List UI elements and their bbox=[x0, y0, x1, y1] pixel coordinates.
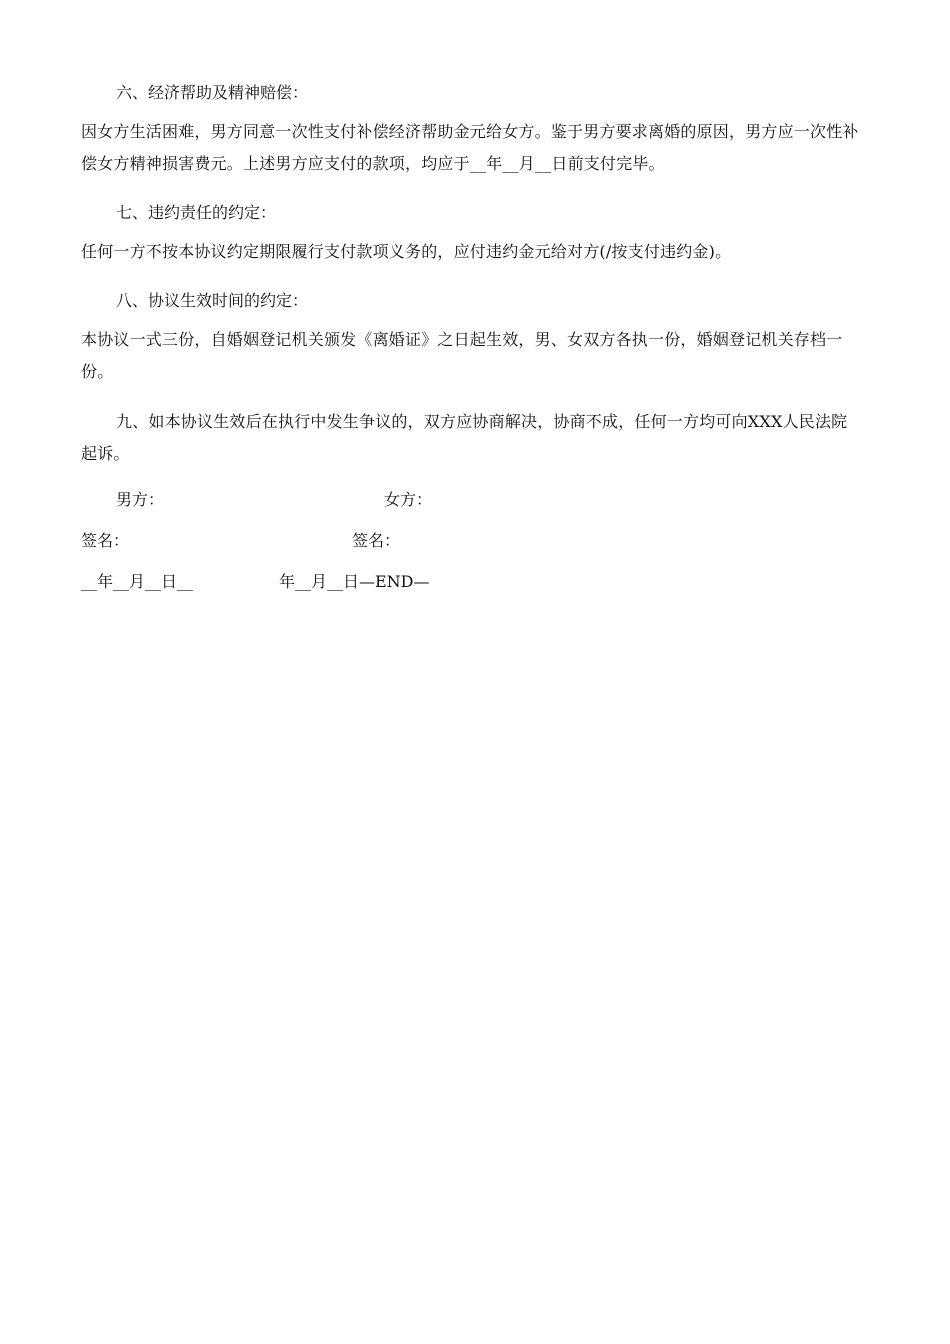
section-heading: 八、协议生效时间的约定： bbox=[116, 291, 309, 310]
section-economic-assistance bbox=[81, 78, 861, 180]
signature-block bbox=[81, 488, 861, 613]
section-paragraph: 本协议一式三份，自婚姻登记机关颁发《离婚证》之日起生效，男、女双方各执一份，婚姻登记机关存档一份。 bbox=[81, 330, 843, 381]
section-breach-liability bbox=[81, 198, 861, 268]
section-heading: 七、违约责任的约定： bbox=[116, 203, 277, 222]
section-effective-time bbox=[81, 286, 861, 388]
male-signature-label: 签名： bbox=[81, 531, 130, 550]
section-paragraph: 因女方生活困难，男方同意一次性支付补偿经济帮助金元给女方。鉴于男方要求离婚的原因，男方应一次性补偿女方精神损害费元。上述男方应支付的款项，均应于__年__月__日前支付完毕。 bbox=[81, 122, 859, 173]
section-dispute-resolution bbox=[81, 406, 861, 470]
male-party-label: 男方： bbox=[116, 490, 165, 509]
female-date-line: 年__月__日—END— bbox=[279, 572, 430, 591]
section-paragraph: 任何一方不按本协议约定期限履行支付款项义务的，应付违约金元给对方(/按支付违约金)。 bbox=[81, 242, 732, 261]
section-paragraph: 九、如本协议生效后在执行中发生争议的，双方应协商解决，协商不成，任何一方均可向XXX人民法院起诉。 bbox=[81, 412, 848, 463]
female-signature-label: 签名： bbox=[352, 531, 401, 550]
section-heading: 六、经济帮助及精神赔偿： bbox=[116, 83, 309, 102]
document-content bbox=[81, 78, 861, 613]
female-party-label: 女方： bbox=[384, 490, 433, 509]
male-date-line: __年__月__日__ bbox=[81, 572, 194, 591]
